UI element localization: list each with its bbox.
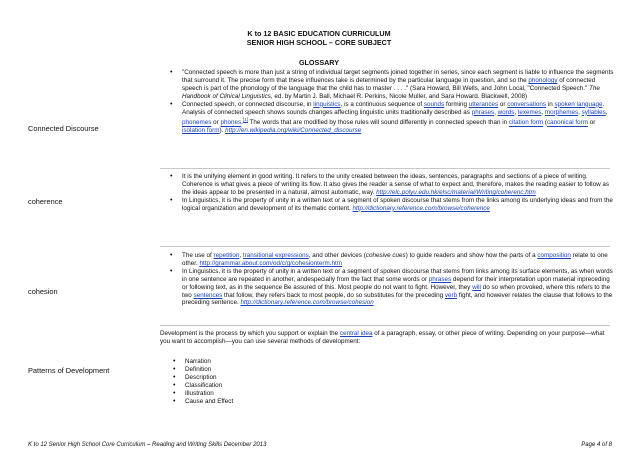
- link-phrases[interactable]: phrases: [428, 275, 452, 283]
- link-phonemes[interactable]: phonemes: [182, 119, 212, 127]
- link-verb[interactable]: verb: [444, 291, 458, 299]
- link-phrases[interactable]: phrases: [471, 108, 495, 116]
- url-coherence-1[interactable]: http://elc.polyu.edu.hk/elsc/material/Writing/coherenc.htm: [376, 188, 536, 196]
- list-item: • Description: [173, 374, 373, 382]
- term-cohesion: cohesion: [28, 287, 58, 296]
- bullet-connected-1: • "Connected speech is more than just a string of individual target segments joined together in series, since each segment is liable to influence the segments that surround it. The precise form that these influences take is determined by the particular language in question, and so the phonology of connected speech is part of the phonology of the language that the child has to master . . . ." (Sara Howard, Bill Wells, and John Local, "Connected Speech." The Handbook of Clinical Linguistics, ed. by Martin J. Ball, Michael R. Perkins, Nicole Muller, and Sara Howard. Blackwell, 2008): [170, 69, 614, 101]
- url-coherence-2[interactable]: http://dictionary.reference.com/browse/coherence: [352, 204, 490, 212]
- bullet-coherence-2: • In Linguistics, it is the property of unity in a written text or a segment of spoken discourse that stems from the links among its underlying ideas and from the logical organization and development of its thematic content. http://dictionary.reference.com/browse/coherence: [170, 197, 614, 213]
- row-divider: [160, 168, 610, 169]
- url-cohesion-1[interactable]: http://grammar.about.com/od/c/g/cohesionterm.htm: [199, 259, 342, 267]
- link-lexemes[interactable]: lexemes: [517, 108, 542, 116]
- url-connected-discourse[interactable]: http://en.wikipedia.org/wiki/Connected_discourse: [225, 127, 362, 135]
- link-utterances[interactable]: utterances: [468, 100, 499, 108]
- url-cohesion-2[interactable]: http://dictionary.reference.com/browse/cohesion: [240, 299, 374, 307]
- list-item: • Classification: [173, 382, 373, 390]
- link-repetition[interactable]: repetition: [213, 252, 240, 259]
- footnote-ref[interactable]: [1]: [242, 117, 248, 123]
- link-conversations[interactable]: conversations: [507, 100, 547, 108]
- link-will[interactable]: will: [472, 283, 481, 291]
- definition-connected-discourse: [170, 69, 614, 135]
- link-transitional-expressions[interactable]: transitional expressions: [242, 252, 309, 259]
- list-item: • Cause and Effect: [173, 398, 373, 406]
- footer-text: K to 12 Senior High School Core Curriculum – Reading and Writing Skills December 2013: [28, 442, 267, 448]
- link-canonical-form[interactable]: canonical form: [547, 119, 588, 127]
- bullet-cohesion-1: • The use of repetition, transitional expressions, and other devices (cohesive cues) to guide readers and show how the parts of a composition relate to one other. http://grammar.about.com/od/c/g/cohesionterm.htm: [170, 252, 614, 268]
- link-morphemes[interactable]: morphemes: [544, 108, 579, 116]
- list-item: • Illustration: [173, 390, 373, 398]
- link-linguistics[interactable]: linguistics: [313, 100, 341, 108]
- link-words[interactable]: words: [497, 108, 515, 116]
- link-sentences[interactable]: sentences: [193, 291, 223, 299]
- subject-title: SENIOR HIGH SCHOOL – CORE SUBJECT: [246, 38, 392, 47]
- link-composition[interactable]: composition: [537, 252, 571, 259]
- link-spoken-language[interactable]: spoken language: [554, 100, 603, 108]
- link-phones[interactable]: phones: [220, 119, 242, 127]
- link-citation-form[interactable]: citation form: [508, 119, 544, 127]
- term-connected-discourse: Connected Discourse: [28, 124, 99, 133]
- link-syllables[interactable]: syllables: [581, 108, 606, 116]
- bullet-connected-2: • Connected speech, or connected discourse, in linguistics, is a continuous sequence of sounds forming utterances or conversations in spoken language. Analysis of connected speech shows sounds changes affecting linguistic units traditionally described as phrases, words, lexemes, morphemes, syllables, phonemes or phones.[1] The words that are modified by those rules will sound differently in connected speech than in citation form (canonical form or isolation form). http://en.wikipedia.org/wiki/Connected_discourse: [170, 101, 614, 136]
- link-sounds[interactable]: sounds: [423, 100, 445, 108]
- page-number: Page 4 of 8: [581, 442, 612, 448]
- term-coherence: coherence: [28, 197, 63, 206]
- curriculum-title: K to 12 BASIC EDUCATION CURRICULUM: [247, 29, 391, 38]
- link-isolation-form[interactable]: isolation form: [182, 127, 220, 135]
- definition-patterns: Development is the process by which you support or explain the central idea of a paragraph, essay, or other piece of writing. Depending on your purpose—what you want to accomplish—you can use several methods of development:: [160, 330, 605, 345]
- glossary-heading: GLOSSARY: [298, 58, 340, 67]
- list-item: • Definition: [173, 366, 373, 374]
- bullet-cohesion-2: • In Linguistics, it is the property of unity in a written text or a segment of spoken discourse that stems from links among its surface elements, as when words in one sentence are repeated in another, andespecially from the fact that some words or phrases depend for their interpretation upon material inpreceding or following text, as in the sequence Be assured of this. Most people do not want to fight. However, they will do so when provoked, where this refers to the two sentences that follow, they refers back to most people, do so substitutes for the preceding verb fight, and however relates the clause that follows to the preceding sentence. http://dictionary.reference.com/browse/cohesion: [170, 268, 614, 308]
- link-phonology[interactable]: phonology: [528, 76, 558, 84]
- link-central-idea[interactable]: central idea: [339, 330, 373, 337]
- bullet-coherence-1: • It is the unifying element in good writing. It refers to the unity created between the ideas, sentences, paragraphs and sections of a piece of writing. Coherence is what gives a piece of writing its flow. It also gives the reader a sense of what to expect and, therefore, makes the reading easier to follow as the ideas appear to be presented in a natural, almost automatic, way. http://elc.polyu.edu.hk/elsc/material/Writing/coherenc.htm: [170, 173, 614, 197]
- definition-coherence: [170, 173, 614, 213]
- definition-cohesion: [170, 252, 614, 307]
- methods-list: [173, 358, 373, 405]
- term-patterns-of-development: Patterns of Development: [28, 366, 110, 375]
- row-divider: [160, 246, 610, 247]
- list-item: • Narration: [173, 358, 373, 366]
- row-divider: [160, 325, 610, 326]
